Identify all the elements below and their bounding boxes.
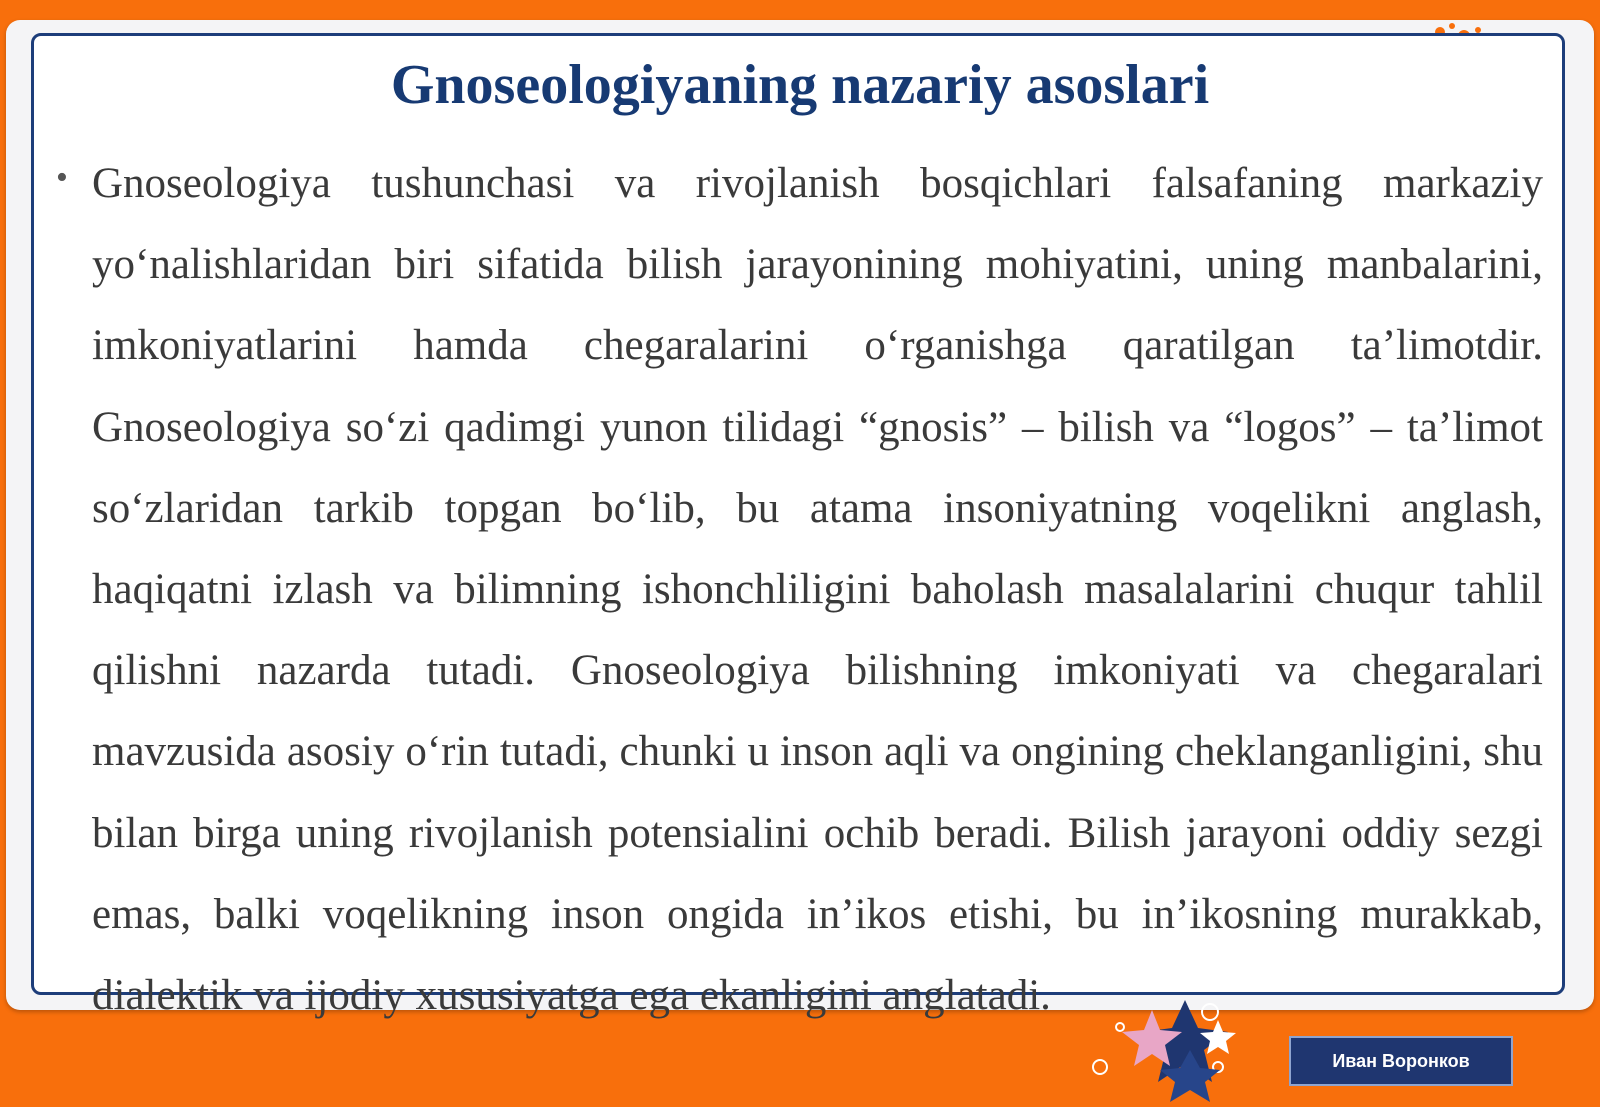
bullet-dot-icon: • [56,159,68,196]
bullet-paragraph: Gnoseologiya tushunchasi va rivojlanish bosqichlari falsafaning markaziy yo‘nalishlaridan biri sifatida bilish jarayonining mohiyatini, uning manbalarini, imkoniyatlarini hamda chegaralarini o‘rganishga qaratilgan ta’limotdir. Gnoseologiya so‘zi qadimgi yunon tilidagi “gnosis” – bilish va “logos” – ta’limot so‘zlaridan tarkib topgan bo‘lib, bu atama insoniyatning voqelikni anglash, haqiqatni izlash va bilimning ishonchliligini baholash masalalarini chuqur tahlil qilishni nazarda tutadi. Gnoseologiya bilishning imkoniyati va chegaralari mavzusida asosiy o‘rin tutadi, chunki u inson aqli va ongining cheklanganligini, shu bilan birga uning rivojlanish potensialini ochib beradi. Bilish jarayoni oddiy sezgi emas, balki voqelikning inson ongida in’ikos etishi, bu in’ikosning murakkab, dialektik va ijodiy xususiyatga ega ekanligini anglatadi. [92,160,1543,1020]
stars-decoration-icon [1090,990,1300,1107]
slide-title: Gnoseologiyaning nazariy asoslari [390,54,1210,116]
author-label: Иван Воронков [1289,1036,1513,1086]
